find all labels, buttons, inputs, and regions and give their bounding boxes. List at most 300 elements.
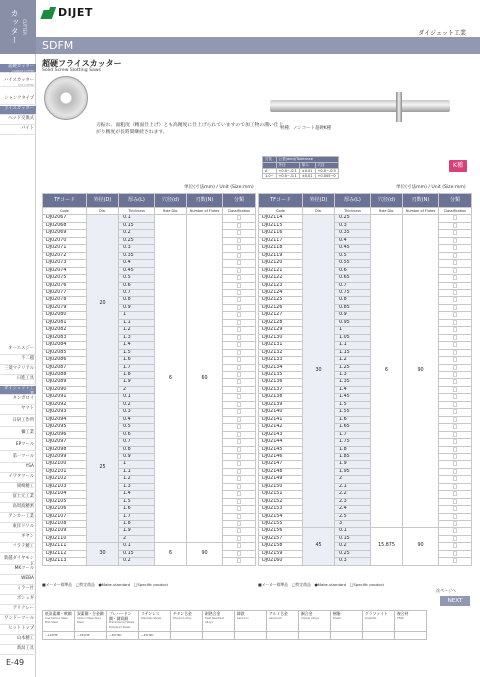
classification-checkbox-icon: □ xyxy=(439,215,472,222)
material-name-en: Heat Resistant Alloys xyxy=(205,616,224,624)
sidebar-item[interactable] xyxy=(0,514,36,523)
table-row xyxy=(43,364,256,371)
legend-right: ■メーカー標準品 □特定商品 ●Make-standard □Specific product xyxy=(258,582,384,587)
classification-checkbox-icon: □ xyxy=(223,379,256,386)
sidebar-heading xyxy=(0,0,36,54)
tol-cell: ±0.01 xyxy=(299,169,315,174)
sidebar-item[interactable] xyxy=(0,596,36,605)
code-cell: DJ02101 xyxy=(43,468,87,475)
code-cell: DJ02110 xyxy=(43,535,87,542)
code-cell: DJ02129 xyxy=(259,327,303,334)
sidebar-item[interactable] xyxy=(0,96,36,105)
table-row xyxy=(43,237,256,244)
material-cell xyxy=(171,611,203,632)
table-row xyxy=(259,439,472,446)
material-note: 材種：ノンコート超硬K種 xyxy=(280,126,332,131)
tol-cell: 厚み xyxy=(299,163,315,169)
sidebar-item[interactable] xyxy=(0,386,36,395)
table-row xyxy=(43,386,256,393)
classification-checkbox-icon: □ xyxy=(439,267,472,274)
thickness-cell: 1.8 xyxy=(119,371,155,378)
thickness-cell: 2 xyxy=(119,535,155,542)
thickness-cell: 1.4 xyxy=(119,342,155,349)
thickness-cell: 0.9 xyxy=(119,304,155,311)
sidebar-item[interactable] xyxy=(0,356,36,365)
table-row xyxy=(259,245,472,252)
thickness-cell: 0.4 xyxy=(119,260,155,267)
thickness-cell: 0.8 xyxy=(119,297,155,304)
thickness-cell: 0.6 xyxy=(119,282,155,289)
sidebar-item[interactable] xyxy=(0,442,36,451)
sidebar-item[interactable] xyxy=(0,126,36,135)
classification-checkbox-icon: □ xyxy=(439,349,472,356)
code-cell: DJ02152 xyxy=(259,498,303,505)
sidebar-item[interactable] xyxy=(0,576,36,585)
thickness-cell: 1.95 xyxy=(335,468,371,475)
code-cell: DJ02081 xyxy=(43,319,87,326)
thickness-cell: 0.3 xyxy=(119,245,155,252)
code-cell: DJ02094 xyxy=(43,416,87,423)
code-cell: DJ02093 xyxy=(43,409,87,416)
sidebar-item-label: ボシュギ xyxy=(16,596,34,601)
series-title: SDFM xyxy=(42,39,74,52)
sidebar-item[interactable] xyxy=(0,64,36,73)
material-hardness: ~120HB xyxy=(43,632,75,640)
sidebar-item[interactable] xyxy=(0,116,36,125)
sidebar-item[interactable] xyxy=(0,586,36,595)
classification-checkbox-icon: □ xyxy=(223,245,256,252)
cutting-illustration xyxy=(270,78,450,144)
table-row xyxy=(259,535,472,542)
classification-checkbox-icon: □ xyxy=(439,416,472,423)
classification-checkbox-icon: □ xyxy=(223,446,256,453)
thickness-cell: 0.75 xyxy=(335,289,371,296)
code-cell: DJ02120 xyxy=(259,260,303,267)
classification-checkbox-icon: □ xyxy=(439,364,472,371)
classification-checkbox-icon: □ xyxy=(223,468,256,475)
column-header-dia: 外径(D) xyxy=(87,194,119,208)
code-cell: DJ02133 xyxy=(259,357,303,364)
dia-cell: 30 xyxy=(303,215,335,528)
thickness-cell: 1 xyxy=(119,312,155,319)
thickness-cell: 1.55 xyxy=(335,409,371,416)
thickness-cell: 0.5 xyxy=(119,275,155,282)
sidebar-item[interactable] xyxy=(0,474,36,483)
sidebar-item[interactable] xyxy=(0,636,36,645)
dia-cell: 20 xyxy=(87,215,119,394)
table-row xyxy=(259,453,472,460)
thickness-cell: 1.7 xyxy=(119,513,155,520)
sidebar-item-label: EPツール xyxy=(15,442,34,447)
table-row xyxy=(259,215,472,222)
table-row xyxy=(43,304,256,311)
table-row xyxy=(259,319,472,326)
material-cell xyxy=(299,611,331,632)
code-cell: DJ02140 xyxy=(259,409,303,416)
sidebar-item[interactable] xyxy=(0,430,36,439)
thickness-cell: 0.8 xyxy=(335,297,371,304)
table-row xyxy=(43,401,256,408)
classification-checkbox-icon: □ xyxy=(439,334,472,341)
classification-checkbox-icon: □ xyxy=(439,461,472,468)
classification-checkbox-icon: □ xyxy=(223,215,256,222)
code-cell: DJ02075 xyxy=(43,275,87,282)
sidebar-item-label: フラテ精工 xyxy=(12,544,34,549)
sidebar-item-label: タンガロイ xyxy=(12,396,34,401)
dia-cell: 45 xyxy=(303,528,335,565)
sidebar-heading-sub: CUTTER xyxy=(22,19,27,35)
table-row xyxy=(43,312,256,319)
code-cell: DJ02141 xyxy=(259,416,303,423)
thickness-cell: 0.45 xyxy=(119,267,155,274)
classification-checkbox-icon: □ xyxy=(223,409,256,416)
code-cell: DJ02098 xyxy=(43,446,87,453)
sidebar-item-label: ヤマト xyxy=(21,406,34,411)
sidebar-item[interactable] xyxy=(0,556,36,565)
thickness-cell: 1.7 xyxy=(119,364,155,371)
code-cell: DJ02082 xyxy=(43,327,87,334)
code-cell: DJ02090 xyxy=(43,386,87,393)
classification-checkbox-icon: □ xyxy=(223,230,256,237)
tol-cell: 外径 xyxy=(276,163,299,169)
classification-checkbox-icon: □ xyxy=(439,312,472,319)
grade-badge: K種 xyxy=(449,160,467,172)
column-subheader-thickness: Thickness xyxy=(119,208,155,215)
code-cell: DJ02108 xyxy=(43,521,87,528)
sidebar-item-label: 富士元工業 xyxy=(12,494,34,499)
column-header-class: 分類 xyxy=(439,194,472,208)
thickness-cell: 1 xyxy=(119,461,155,468)
column-header-teeth: 刃数(N) xyxy=(187,194,223,208)
code-cell: DJ02067 xyxy=(43,215,87,222)
next-button[interactable]: NEXT xyxy=(440,596,470,606)
classification-checkbox-icon: □ xyxy=(223,275,256,282)
sidebar-item[interactable] xyxy=(0,524,36,533)
classification-checkbox-icon: □ xyxy=(439,260,472,267)
sidebar-item[interactable] xyxy=(0,418,36,427)
table-row xyxy=(43,476,256,483)
tol-cell: 1.0~ xyxy=(263,174,277,179)
sidebar-item[interactable] xyxy=(0,396,36,405)
hole-cell: 6 xyxy=(155,215,187,543)
table-row xyxy=(259,394,472,401)
thickness-cell: 0.7 xyxy=(119,289,155,296)
table-row xyxy=(259,304,472,311)
table-row xyxy=(43,461,256,468)
column-subheader-code: Code xyxy=(43,208,87,215)
material-name-en: Titanium Alloy xyxy=(173,616,192,620)
thickness-cell: 0.1 xyxy=(119,215,155,222)
classification-checkbox-icon: □ xyxy=(439,453,472,460)
classification-checkbox-icon: □ xyxy=(439,342,472,349)
code-cell: DJ02135 xyxy=(259,371,303,378)
code-cell: DJ02130 xyxy=(259,334,303,341)
sidebar-item-label: ライスカッター xyxy=(4,106,34,111)
thickness-cell: 1.1 xyxy=(119,319,155,326)
classification-checkbox-icon: □ xyxy=(439,401,472,408)
classification-checkbox-icon: □ xyxy=(439,379,472,386)
classification-checkbox-icon: □ xyxy=(223,513,256,520)
sidebar-item[interactable] xyxy=(0,484,36,493)
spec-table-left xyxy=(42,193,256,566)
material-cell xyxy=(203,611,235,632)
tol-cell: +0.005~0 xyxy=(315,174,338,179)
material-hardness xyxy=(331,632,363,640)
thickness-cell: 1.9 xyxy=(335,461,371,468)
thickness-cell: 1.8 xyxy=(119,521,155,528)
sidebar-item[interactable] xyxy=(0,534,36,543)
table-row xyxy=(43,550,256,557)
code-cell: DJ02150 xyxy=(259,483,303,490)
code-cell: DJ02095 xyxy=(43,424,87,431)
sidebar-item[interactable] xyxy=(0,454,36,463)
sidebar-item[interactable] xyxy=(0,366,36,375)
thickness-cell: 0.3 xyxy=(335,222,371,229)
table-row xyxy=(259,297,472,304)
sidebar-item[interactable] xyxy=(0,494,36,503)
table-row xyxy=(43,453,256,460)
thickness-cell: 0.3 xyxy=(119,409,155,416)
table-row xyxy=(259,528,472,535)
table-row xyxy=(43,319,256,326)
code-cell: DJ02072 xyxy=(43,252,87,259)
classification-checkbox-icon: □ xyxy=(223,349,256,356)
thickness-cell: 1.7 xyxy=(335,431,371,438)
sidebar-item[interactable] xyxy=(0,406,36,415)
sidebar-item[interactable] xyxy=(0,504,36,513)
table-row xyxy=(43,513,256,520)
column-subheader-teeth: Number of Flutes xyxy=(187,208,223,215)
material-name: 耐熱合金 xyxy=(205,611,221,616)
thickness-cell: 1.65 xyxy=(335,424,371,431)
code-cell: DJ02096 xyxy=(43,431,87,438)
material-name: 低炭素鋼・軟鋼 xyxy=(45,611,72,616)
classification-checkbox-icon: □ xyxy=(223,364,256,371)
sidebar-heading-label: カッター xyxy=(10,9,19,45)
code-cell: DJ02124 xyxy=(259,289,303,296)
dijet-logo xyxy=(42,6,93,19)
table-row xyxy=(259,327,472,334)
classification-checkbox-icon: □ xyxy=(223,342,256,349)
thickness-cell: 1.2 xyxy=(119,476,155,483)
sidebar-item-label: 彌工業 xyxy=(21,430,34,435)
table-row xyxy=(259,506,472,513)
thickness-cell: 1.2 xyxy=(119,327,155,334)
code-cell: DJ02139 xyxy=(259,401,303,408)
classification-checkbox-icon: □ xyxy=(439,289,472,296)
table-row xyxy=(43,416,256,423)
thickness-cell: 0.4 xyxy=(335,237,371,244)
teeth-cell: 90 xyxy=(403,528,439,565)
classification-checkbox-icon: □ xyxy=(439,297,472,304)
classification-checkbox-icon: □ xyxy=(439,222,472,229)
material-name: 樹脂 xyxy=(333,611,341,616)
sidebar-item-label: 第一ツール xyxy=(12,454,34,459)
classification-checkbox-icon: □ xyxy=(439,483,472,490)
material-name-en: Cast Iron xyxy=(237,616,249,620)
code-cell: DJ02069 xyxy=(43,230,87,237)
thickness-cell: 0.25 xyxy=(119,237,155,244)
column-subheader-teeth: Number of Flutes xyxy=(403,208,439,215)
code-cell: DJ02083 xyxy=(43,334,87,341)
thickness-cell: 1.4 xyxy=(335,386,371,393)
sidebar-item-label: 高周波精密 xyxy=(12,504,34,509)
thickness-cell: 1.6 xyxy=(335,416,371,423)
sidebar-item-label: アリクレー xyxy=(12,606,34,611)
classification-checkbox-icon: □ xyxy=(223,282,256,289)
thickness-cell: 0.1 xyxy=(335,528,371,535)
code-cell: DJ02134 xyxy=(259,364,303,371)
column-header-class: 分類 xyxy=(223,194,256,208)
logo-text: DIJET xyxy=(58,6,93,19)
table-row xyxy=(259,550,472,557)
table-row xyxy=(43,230,256,237)
table-row xyxy=(43,498,256,505)
code-cell: DJ02079 xyxy=(43,304,87,311)
column-subheader-thickness: Thickness xyxy=(335,208,371,215)
thickness-cell: 0.45 xyxy=(335,245,371,252)
unit-note-right: 単位(寸法mm) / Unit (Size:mm) xyxy=(396,185,466,190)
code-cell: DJ02148 xyxy=(259,468,303,475)
thickness-cell: 0.2 xyxy=(335,543,371,550)
classification-checkbox-icon: □ xyxy=(223,521,256,528)
thickness-cell: 0.15 xyxy=(119,222,155,229)
code-cell: DJ02105 xyxy=(43,498,87,505)
classification-checkbox-icon: □ xyxy=(439,558,472,565)
classification-checkbox-icon: □ xyxy=(223,461,256,468)
code-cell: DJ02078 xyxy=(43,297,87,304)
sidebar-item-label: ギヤン xyxy=(21,534,34,539)
code-cell: DJ02136 xyxy=(259,379,303,386)
table-row xyxy=(43,439,256,446)
table-row xyxy=(43,424,256,431)
thickness-cell: 0.35 xyxy=(119,252,155,259)
classification-checkbox-icon: □ xyxy=(223,357,256,364)
material-hardness xyxy=(171,632,203,640)
code-cell: DJ02086 xyxy=(43,357,87,364)
sidebar-item[interactable] xyxy=(0,616,36,625)
sidebar-item-label: オーエスジー xyxy=(8,346,34,351)
thickness-cell: 0.25 xyxy=(335,215,371,222)
code-cell: DJ02085 xyxy=(43,349,87,356)
sidebar-item[interactable] xyxy=(0,626,36,635)
sidebar-item-label: アンカー工業 xyxy=(8,514,34,519)
thickness-cell: 0.2 xyxy=(119,558,155,565)
thickness-cell: 1.1 xyxy=(119,468,155,475)
sidebar-item[interactable] xyxy=(0,346,36,355)
code-cell: DJ02154 xyxy=(259,513,303,520)
classification-checkbox-icon: □ xyxy=(439,327,472,334)
table-row xyxy=(43,543,256,550)
sidebar-item[interactable] xyxy=(0,606,36,615)
classification-checkbox-icon: □ xyxy=(439,513,472,520)
table-row xyxy=(259,334,472,341)
thickness-cell: 1.9 xyxy=(119,528,155,535)
classification-checkbox-icon: □ xyxy=(223,260,256,267)
thickness-cell: 2.1 xyxy=(335,483,371,490)
column-subheader-class: Classification xyxy=(223,208,256,215)
sidebar-item-sub: CARBIDE CUTTER xyxy=(12,70,34,73)
thickness-cell: 0.1 xyxy=(119,394,155,401)
code-cell: DJ02138 xyxy=(259,394,303,401)
classification-checkbox-icon: □ xyxy=(223,319,256,326)
code-cell: DJ02111 xyxy=(43,543,87,550)
classification-checkbox-icon: □ xyxy=(223,558,256,565)
table-row xyxy=(259,222,472,229)
thickness-cell: 1.6 xyxy=(119,506,155,513)
code-cell: DJ02137 xyxy=(259,386,303,393)
table-row xyxy=(259,364,472,371)
sidebar-item[interactable] xyxy=(0,566,36,575)
code-cell: DJ02158 xyxy=(259,543,303,550)
thickness-cell: 1.15 xyxy=(335,349,371,356)
code-cell: DJ02145 xyxy=(259,446,303,453)
sidebar-item[interactable] xyxy=(0,376,36,385)
sidebar-item[interactable] xyxy=(0,106,36,115)
material-name-en: Stainless Steels xyxy=(141,616,162,620)
sidebar-item-label: 新越ダイヤモンド xyxy=(4,556,34,567)
table-row xyxy=(43,468,256,475)
sidebar-item[interactable] xyxy=(0,464,36,473)
tol-cell: +0.0~-0.1 xyxy=(276,169,299,174)
table-row xyxy=(259,446,472,453)
table-row xyxy=(259,498,472,505)
material-name-en: Plastic xyxy=(333,616,342,620)
code-cell: DJ02113 xyxy=(43,558,87,565)
table-row xyxy=(259,252,472,259)
sidebar-item-label: 超硬カッター xyxy=(8,64,34,69)
sidebar-item-label: 東洋ドリル xyxy=(12,524,34,529)
classification-checkbox-icon: □ xyxy=(223,424,256,431)
thickness-cell: 1.8 xyxy=(335,446,371,453)
classification-checkbox-icon: □ xyxy=(223,304,256,311)
material-name: 複合材 xyxy=(397,611,409,616)
material-name: チタン合金 xyxy=(173,611,192,616)
classification-checkbox-icon: □ xyxy=(223,528,256,535)
table-row xyxy=(43,334,256,341)
hole-cell: 6 xyxy=(155,543,187,565)
product-subtitle: Solid Screw Slotting Saws xyxy=(42,68,101,73)
code-cell: DJ02107 xyxy=(43,513,87,520)
classification-checkbox-icon: □ xyxy=(223,483,256,490)
table-row xyxy=(259,468,472,475)
sidebar-item[interactable] xyxy=(0,78,36,87)
material-name-en: CFRP xyxy=(397,616,404,620)
column-subheader-hole: Hole Dia. xyxy=(155,208,187,215)
sidebar-item-label: 日進工具 xyxy=(16,376,34,381)
sidebar-item[interactable] xyxy=(0,544,36,553)
material-hardness xyxy=(363,632,395,640)
table-row xyxy=(43,267,256,274)
classification-checkbox-icon: □ xyxy=(223,416,256,423)
table-row xyxy=(259,543,472,550)
table-row xyxy=(43,260,256,267)
classification-checkbox-icon: □ xyxy=(439,252,472,259)
table-row xyxy=(43,483,256,490)
classification-checkbox-icon: □ xyxy=(223,550,256,557)
classification-checkbox-icon: □ xyxy=(439,446,472,453)
classification-checkbox-icon: □ xyxy=(439,275,472,282)
table-row xyxy=(259,237,472,244)
thickness-cell: 2 xyxy=(119,386,155,393)
sidebar-item[interactable] xyxy=(0,646,36,655)
code-cell: DJ02115 xyxy=(259,222,303,229)
classification-checkbox-icon: □ xyxy=(223,312,256,319)
table-row xyxy=(43,491,256,498)
table-row xyxy=(43,521,256,528)
column-subheader-hole: Hole Dia. xyxy=(371,208,403,215)
column-header-thickness: 厚み(L) xyxy=(119,194,155,208)
